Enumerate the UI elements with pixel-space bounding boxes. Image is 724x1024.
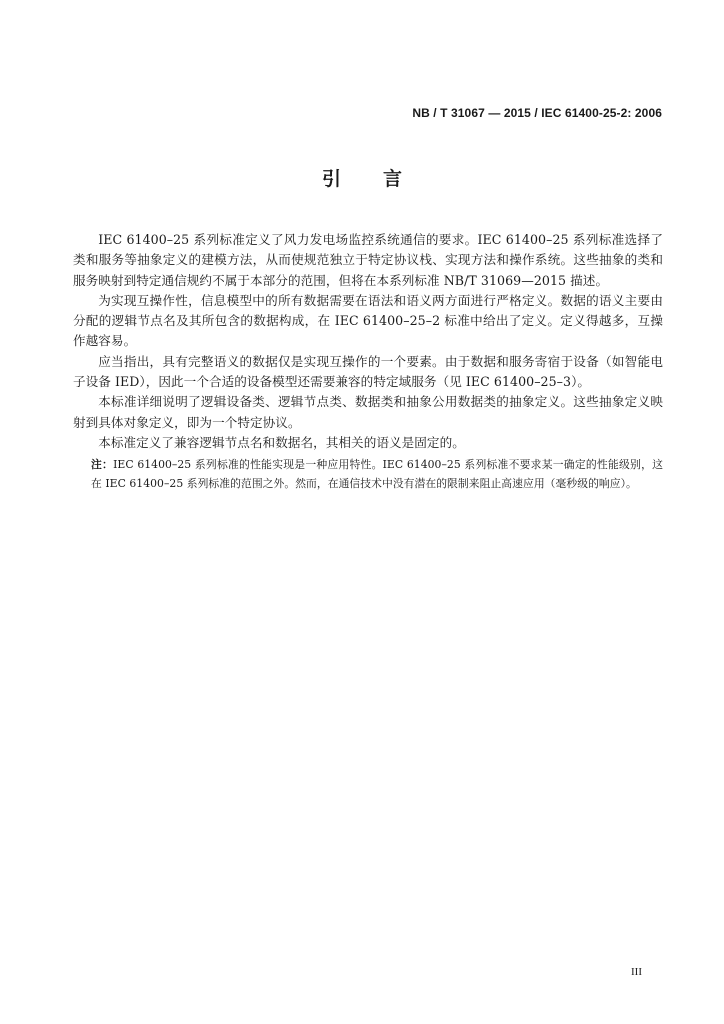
paragraph-3: 应当指出，具有完整语义的数据仅是实现互操作的一个要素。由于数据和服务寄宿于设备（如智能电子设备 IED），因此一个合适的设备模型还需要兼容的特定域服务（见 IEC 61400–25–3）。 [73, 353, 663, 390]
note [73, 455, 663, 493]
paragraph-2: 为实现互操作性，信息模型中的所有数据需要在语法和语义两方面进行严格定义。数据的语义主要由分配的逻辑节点名及其所包含的数据构成，在 IEC 61400–25–2 标准中给出了定义。定义得越多，互操作越容易。 [73, 292, 663, 349]
note-label: 注： [91, 458, 114, 472]
page-number: III [631, 966, 642, 978]
standard-code: NB / T 31067 — 2015 / IEC 61400-25-2: 2006 [412, 106, 662, 120]
paragraph-4: 本标准详细说明了逻辑设备类、逻辑节点类、数据类和抽象公用数据类的抽象定义。这些抽象定义映射到具体对象定义，即为一个特定协议。 [73, 394, 663, 430]
page-title: 引言 [321, 168, 444, 190]
paragraph-1: IEC 61400–25 系列标准定义了风力发电场监控系统通信的要求。IEC 61400–25 系列标准选择了类和服务等抽象定义的建模方法，从而使规范独立于特定协议栈、实现方法和操作系统。这些抽象的类和服务映射到特定通信规约不属于本部分的范围，但将在本系列标准 NB/T 31069—2015 描述。 [73, 232, 663, 288]
paragraph-5: 本标准定义了兼容逻辑节点名和数据名，其相关的语义是固定的。 [98, 434, 465, 450]
note-text: IEC 61400–25 系列标准的性能实现是一种应用特性。IEC 61400–25 系列标准不要求某一确定的性能级别，这在 IEC 61400–25 系列标准的范围之外。然而，在通信技术中没有潜在的限制来阻止高速应用（毫秒级的响应）。 [91, 458, 663, 491]
body-text [73, 230, 663, 493]
